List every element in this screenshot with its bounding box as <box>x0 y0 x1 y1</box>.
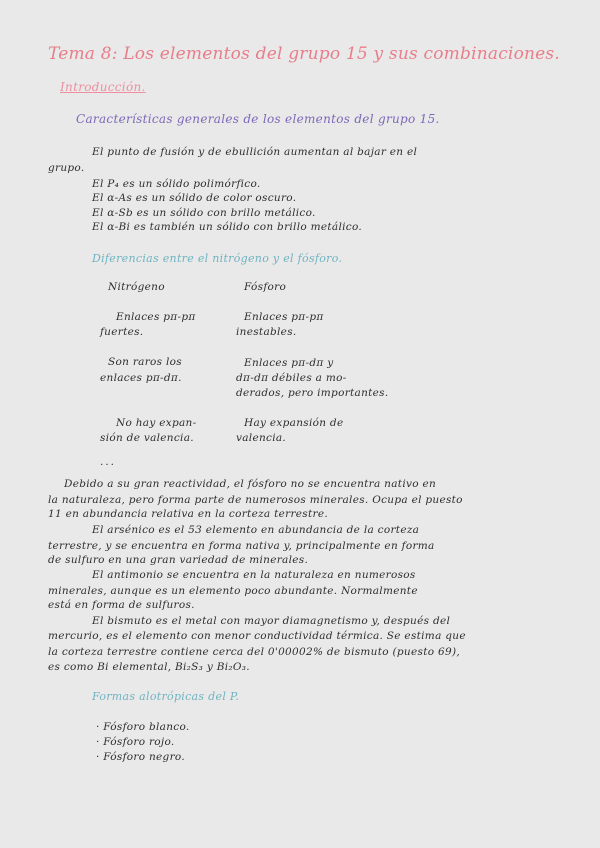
list-item: · Fósforo rojo. <box>96 736 175 748</box>
text-line: 11 en abundancia relativa en la corteza terrestre. <box>48 508 328 520</box>
text-line: Debido a su gran reactividad, el fósforo no se encuentra nativo en <box>64 478 437 490</box>
text-line: El punto de fusión y de ebullición aumentan al bajar en el <box>92 146 418 158</box>
nitrogen-cell-line: enlaces pπ-dπ. <box>100 372 182 384</box>
text-line: terrestre, y se encuentra en forma nativa y, principalmente en forma <box>48 540 435 552</box>
text-line: El α-Bi es también un sólido con brillo metálico. <box>92 221 363 233</box>
phosphorus-cell-line: derados, pero importantes. <box>236 387 389 399</box>
phosphorus-cell-line: Hay expansión de <box>244 417 344 429</box>
phosphorus-cell-line: Enlaces pπ-dπ y <box>244 357 334 369</box>
ellipsis: ... <box>100 456 117 468</box>
nitrogen-cell-line: Son raros los <box>108 356 182 368</box>
nitrogen-cell-line: No hay expan- <box>116 417 197 429</box>
text-line: El P₄ es un sólido polimórfico. <box>92 178 261 190</box>
text-line: El bismuto es el metal con mayor diamagnetismo y, después del <box>92 615 451 627</box>
text-line: El α-Sb es un sólido con brillo metálico. <box>92 207 316 219</box>
column-header-phosphorus: Fósforo <box>244 281 287 293</box>
text-line: El arsénico es el 53 elemento en abundancia de la corteza <box>92 524 420 536</box>
nitrogen-cell-line: sión de valencia. <box>100 432 194 444</box>
phosphorus-cell-line: valencia. <box>236 432 287 444</box>
text-line: mercurio, es el elemento con menor conductividad térmica. Se estima que <box>48 630 466 642</box>
section-heading-characteristics: Características generales de los elementos del grupo 15. <box>76 112 440 126</box>
text-line: minerales, aunque es un elemento poco abundante. Normalmente <box>48 585 418 597</box>
intro-heading: Introducción. <box>60 80 146 94</box>
phosphorus-cell-line: dπ-dπ débiles a mo- <box>236 372 347 384</box>
text-line: la corteza terrestre contiene cerca del 0'00002% de bismuto (puesto 69), <box>48 646 460 658</box>
text-line: es como Bi elemental, Bi₂S₃ y Bi₂O₃. <box>48 661 250 673</box>
text-line: El α-As es un sólido de color oscuro. <box>92 192 297 204</box>
section-heading-differences: Diferencias entre el nitrógeno y el fósforo. <box>92 252 343 265</box>
nitrogen-cell-line: Enlaces pπ-pπ <box>116 311 196 323</box>
list-item: · Fósforo blanco. <box>96 721 190 733</box>
list-item: · Fósforo negro. <box>96 751 185 763</box>
column-header-nitrogen: Nitrógeno <box>108 281 165 293</box>
text-line: está en forma de sulfuros. <box>48 599 195 611</box>
page-title: Tema 8: Los elementos del grupo 15 y sus combinaciones. <box>48 44 560 64</box>
nitrogen-cell-line: fuertes. <box>100 326 144 338</box>
phosphorus-cell-line: inestables. <box>236 326 297 338</box>
phosphorus-cell-line: Enlaces pπ-pπ <box>244 311 324 323</box>
text-line: la naturaleza, pero forma parte de numerosos minerales. Ocupa el puesto <box>48 494 463 506</box>
text-line: de sulfuro en una gran variedad de minerales. <box>48 554 309 566</box>
text-line: El antimonio se encuentra en la naturaleza en numerosos <box>92 569 416 581</box>
section-heading-allotropes: Formas alotrópicas del P. <box>92 690 240 703</box>
text-line: grupo. <box>48 162 85 174</box>
